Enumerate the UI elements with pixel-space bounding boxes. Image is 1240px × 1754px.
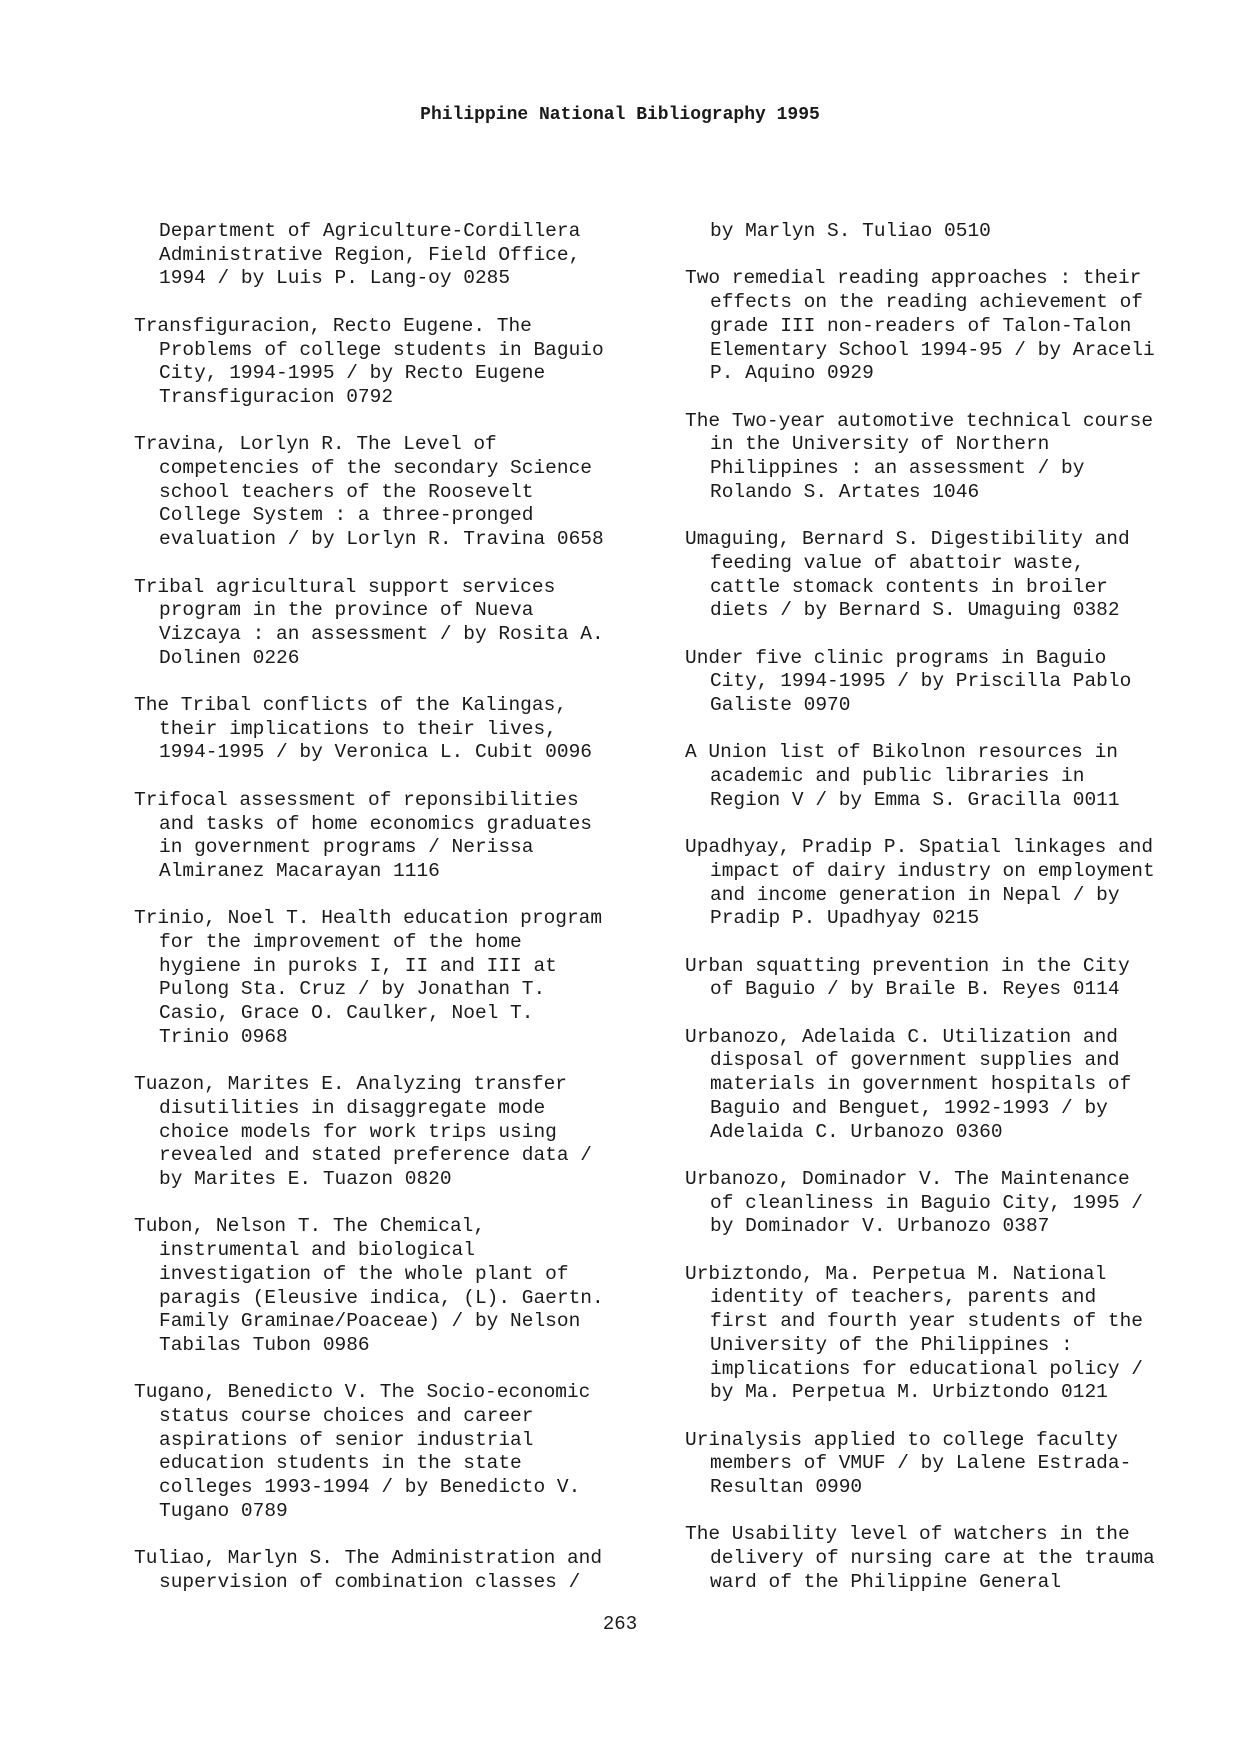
bibliography-entry: Umaguing, Bernard S. Digestibility and feeding value of abattoir waste, cattle stomack contents in broiler diets / by Bernard S. Umaguing 0382 <box>685 528 1130 622</box>
bibliography-entry: The Tribal conflicts of the Kalingas, their implications to their lives, 1994-1995 / by Veronica L. Cubit 0096 <box>134 694 592 764</box>
page-title: Philippine National Bibliography 1995 <box>420 105 820 125</box>
bibliography-entry: Tuazon, Marites E. Analyzing transfer disutilities in disaggregate mode choice models for work trips using revealed and stated preference data / by Marites E. Tuazon 0820 <box>134 1073 592 1191</box>
bibliography-entry: by Marlyn S. Tuliao 0510 <box>710 220 991 242</box>
bibliography-entry: Two remedial reading approaches : their effects on the reading achievement of grade III non-readers of Talon-Talon Elementary School 1994-95 / by Araceli P. Aquino 0929 <box>685 267 1155 385</box>
bibliography-entry: Urban squatting prevention in the City of Baguio / by Braile B. Reyes 0114 <box>685 954 1130 1001</box>
page-number: 263 <box>602 1613 638 1635</box>
bibliography-entry: Transfiguracion, Recto Eugene. The Problems of college students in Baguio City, 1994-1995 / by Recto Eugene Transfiguracion 0792 <box>134 314 604 408</box>
bibliography-entry: Tugano, Benedicto V. The Socio-economic status course choices and career aspirations of senior industrial education students in the state colleges 1993-1994 / by Benedicto V. Tugano 0789 <box>134 1381 591 1522</box>
left-column <box>134 220 674 1618</box>
bibliography-entry: Department of Agriculture-Cordillera Administrative Region, Field Office, 1994 / by Luis P. Lang-oy 0285 <box>159 220 581 290</box>
bibliography-entry: Upadhyay, Pradip P. Spatial linkages and impact of dairy industry on employment and income generation in Nepal / by Pradip P. Upadhyay 0215 <box>685 836 1155 930</box>
bibliography-entry: Under five clinic programs in Baguio City, 1994-1995 / by Priscilla Pablo Galiste 0970 <box>685 646 1132 716</box>
bibliography-entry: Urbiztondo, Ma. Perpetua M. National identity of teachers, parents and first and fourth year students of the University of the Philippines : implications for educational policy / by Ma. Perpetua M. Urbiztondo 0121 <box>685 1262 1143 1404</box>
bibliography-entry: Tubon, Nelson T. The Chemical, instrumental and biological investigation of the whole plant of paragis (Eleusive indica, (L). Gaertn. Family Graminae/Poaceae) / by Nelson Tabilas Tubon 0986 <box>134 1215 604 1356</box>
bibliography-entry: Urbanozo, Dominador V. The Maintenance of cleanliness in Baguio City, 1995 / by Dominador V. Urbanozo 0387 <box>685 1167 1143 1238</box>
bibliography-entry: The Usability level of watchers in the delivery of nursing care at the trauma ward of the Philippine General <box>685 1523 1155 1593</box>
bibliography-entry: Tribal agricultural support services program in the province of Nueva Vizcaya : an assessment / by Rosita A. Dolinen 0226 <box>134 575 604 669</box>
bibliography-entry: Trinio, Noel T. Health education program for the improvement of the home hygiene in puroks I, II and III at Pulong Sta. Cruz / by Jonathan T. Casio, Grace O. Caulker, Noel T. Trinio 0968 <box>134 907 603 1048</box>
bibliography-entry: Tuliao, Marlyn S. The Administration and supervision of combination classes / <box>134 1547 603 1593</box>
bibliography-entry: A Union list of Bikolnon resources in academic and public libraries in Region V / by Emma S. Gracilla 0011 <box>685 741 1120 811</box>
bibliography-entry: Urbanozo, Adelaida C. Utilization and disposal of government supplies and materials in government hospitals of Baguio and Benguet, 1992-1993 / by Adelaida C. Urbanozo 0360 <box>685 1025 1132 1143</box>
bibliography-entry: Trifocal assessment of reponsibilities and tasks of home economics graduates in government programs / Nerissa Almiranez Macarayan 1116 <box>134 788 592 882</box>
bibliography-entry: Travina, Lorlyn R. The Level of competencies of the secondary Science school teachers of the Roosevelt College System : a three-pronged evaluation / by Lorlyn R. Travina 0658 <box>134 433 604 551</box>
bibliography-entry: Urinalysis applied to college faculty members of VMUF / by Lalene Estrada- Resultan 0990 <box>685 1428 1132 1499</box>
bibliography-entry: The Two-year automotive technical course in the University of Northern Philippines : an assessment / by Rolando S. Artates 1046 <box>685 409 1154 503</box>
right-column <box>685 220 1225 1618</box>
